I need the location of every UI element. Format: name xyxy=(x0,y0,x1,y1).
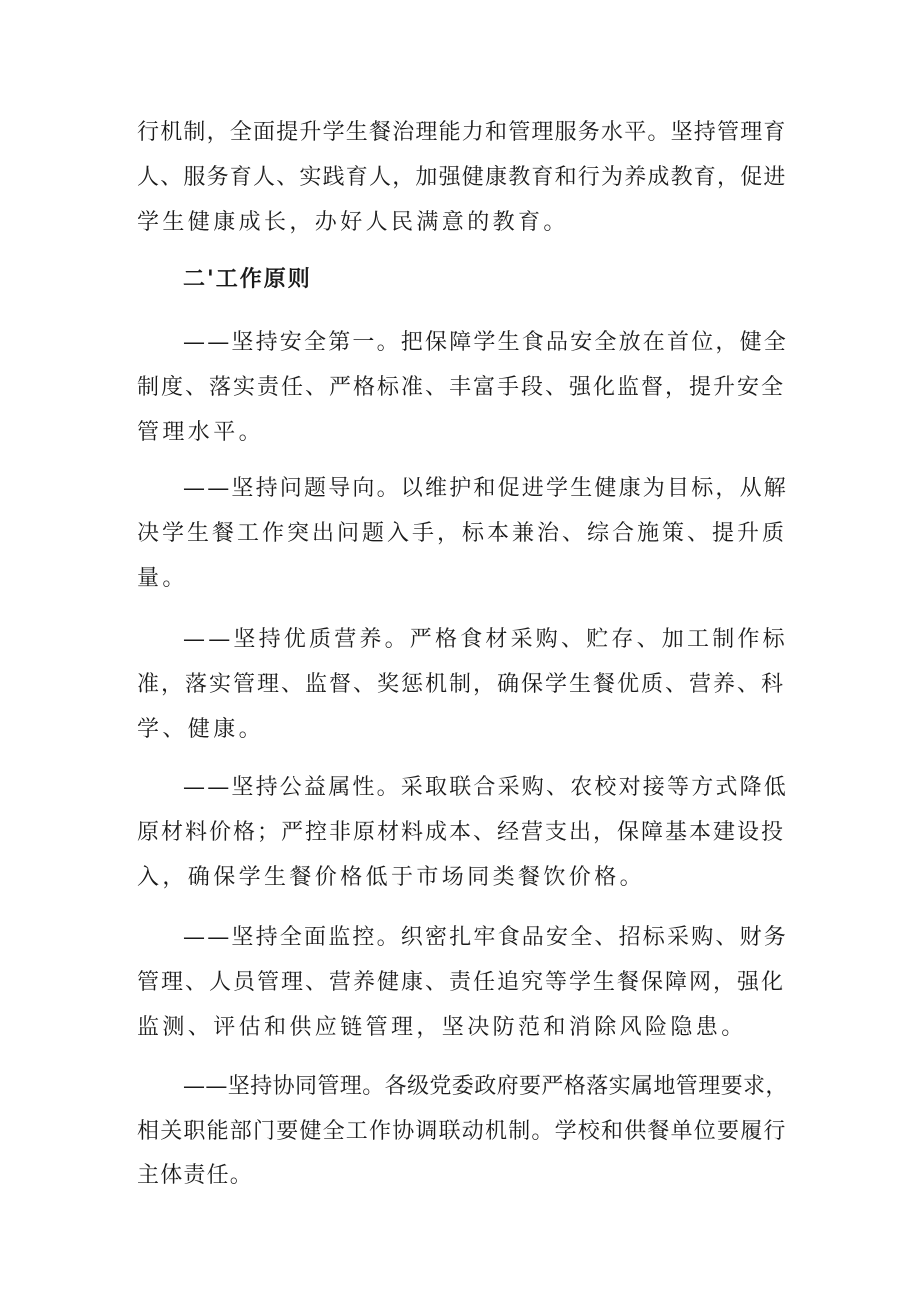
principle-line: 准，落实管理、监督、奖惩机制，确保学生餐优质、营养、科 xyxy=(137,672,786,697)
principle-line: 监测、评估和供应链管理，坚决防范和消除风险隐患。 xyxy=(137,1015,747,1040)
principle-line: 决学生餐工作突出问题入手，标本兼治、综合施策、提升质 xyxy=(137,521,788,546)
principle-line: ——坚持协同管理。各级党委政府要严格落实属地管理要求， xyxy=(183,1074,788,1099)
principle-line: 学、健康。 xyxy=(137,717,265,742)
principle-line: 管理、人员管理、营养健康、责任追究等学生餐保障网，强化 xyxy=(137,970,786,995)
principle-line: ——坚持全面监控。织密扎牢食品安全、招标采购、财务 xyxy=(183,925,789,950)
principle-line: 管理水平。 xyxy=(137,420,265,445)
principle-line: ——坚持公益属性。采取联合采购、农校对接等方式降低 xyxy=(183,775,789,800)
principle-line: 制度、落实责任、严格标准、丰富手段、强化监督，提升安全 xyxy=(137,375,786,400)
intro-line-1: 行机制，全面提升学生餐治理能力和管理服务水平。坚持管理育 xyxy=(137,120,787,145)
principle-line: 量。 xyxy=(137,566,188,591)
principle-line: 相关职能部门要健全工作协调联动机制。学校和供餐单位要履行 xyxy=(137,1119,787,1144)
principle-line: 原材料价格；严控非原材料成本、经营支出，保障基本建设投 xyxy=(137,820,786,845)
intro-line-3: 学生健康成长，办好人民满意的教育。 xyxy=(137,210,569,235)
principle-line: ——坚持优质营养。严格食材采购、贮存、加工制作标 xyxy=(183,627,788,652)
principle-line: ——坚持问题导向。以维护和促进学生健康为目标，从解 xyxy=(183,476,789,501)
intro-line-2: 人、服务育人、实践育人，加强健康教育和行为养成教育，促进 xyxy=(137,165,787,190)
principle-line: 主体责任。 xyxy=(137,1163,254,1188)
section-heading: 二'工作原则 xyxy=(183,267,312,292)
principle-line: 入，确保学生餐价格低于市场同类餐饮价格。 xyxy=(137,865,646,890)
principle-line: ——坚持安全第一。把保障学生食品安全放在首位，健全 xyxy=(183,330,789,355)
